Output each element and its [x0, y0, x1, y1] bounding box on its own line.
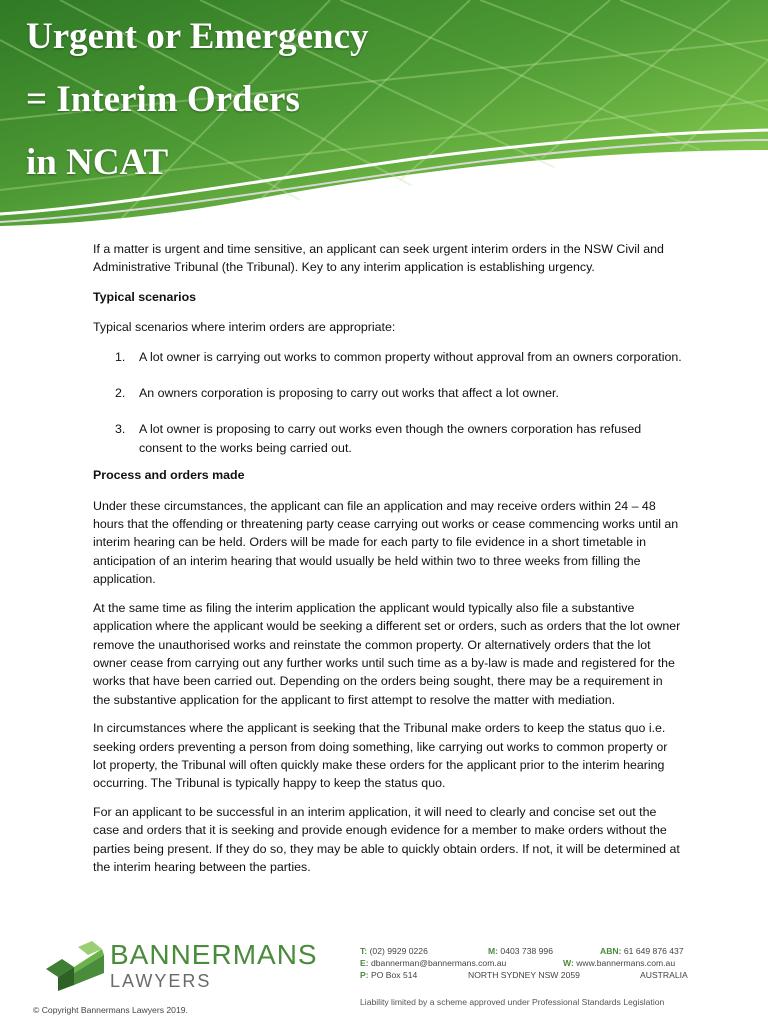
contact-phone — [360, 946, 428, 956]
header-banner — [0, 0, 768, 232]
list-text: A lot owner is carrying out works to common property without approval from an owners corporation. — [139, 349, 682, 364]
logo-name: BANNERMANS — [110, 939, 318, 970]
heading-process-orders: Process and orders made — [93, 468, 245, 483]
contact-email — [360, 958, 506, 968]
scenarios-intro: Typical scenarios where interim orders are appropriate: — [93, 320, 396, 335]
abn-value: 61 649 876 437 — [623, 946, 684, 956]
heading-typical-scenarios: Typical scenarios — [93, 289, 197, 304]
list-item — [93, 420, 683, 457]
body-paragraph: Under these circumstances, the applicant can file an application and may receive orders within 24 – 48 hours that the offending or threatening party cease carrying out works or cease commencing works until an interim hearing can be held. Orders will be made for each party to file evidence in a short timetable in anticipation of an interim hearing that would usually be held within two to three weeks from filling the application. — [93, 498, 679, 587]
title-line-2: = Interim Orders — [26, 79, 300, 120]
title-line-3: in NCAT — [26, 142, 169, 183]
list-item — [93, 384, 683, 402]
logo-subtitle: LAWYERS — [110, 971, 212, 991]
title-line-1: Urgent or Emergency — [26, 16, 369, 57]
list-number: 2. — [115, 386, 126, 401]
contact-web — [563, 958, 675, 968]
list-text: A lot owner is proposing to carry out works even though the owners corporation has refused consent to the works being carried out. — [139, 422, 642, 455]
list-item — [93, 348, 683, 366]
mobile-value[interactable]: 0403 738 996 — [500, 946, 553, 956]
footer — [0, 935, 768, 1024]
list-text: An owners corporation is proposing to carry out works that affect a lot owner. — [139, 386, 559, 401]
phone-value[interactable]: (02) 9929 0226 — [369, 946, 428, 956]
logo-check-icon — [44, 941, 106, 991]
mobile-label: M: — [488, 946, 499, 956]
po-label: P: — [360, 970, 369, 980]
document-body — [93, 240, 683, 886]
body-paragraph: For an applicant to be successful in an interim application, it will need to clearly and concise set out the case and orders that it is seeking and provide enough evidence for a member to make orders without the parties being present. If they do so, they may be able to quickly obtain orders. If not, it will be determined at the interim hearing between the parties. — [93, 804, 680, 874]
body-paragraph: At the same time as filing the interim application the applicant would typically also file a substantive application where the applicant would be seeking a different set or orders, such as orders that the lot owner remove the unauthorised works and reinstate the common property. Or alternatively orders that the lot owner cease from carrying out any further works until such time as a by-law is made and registered for the works that have been carried out. Depending on the orders being sought, there may be a requirement in the substantive application for the applicant to first attempt to resolve the matter with mediation. — [93, 600, 681, 707]
website-link[interactable]: www.bannermans.com.au — [576, 958, 676, 968]
po-value: PO Box 514 — [370, 970, 418, 980]
web-label: W: — [563, 958, 574, 968]
body-paragraph: In circumstances where the applicant is seeking that the Tribunal make orders to keep the status quo i.e. seeking orders preventing a person from doing something, like carrying out works to common property or lot property, the Tribunal will often quickly make these orders for the applicant prior to the interim hearing occurring. The Tribunal is typically happy to keep the status quo. — [93, 721, 668, 791]
contact-mobile — [488, 946, 553, 956]
list-number: 1. — [115, 349, 126, 364]
contact-city: NORTH SYDNEY NSW 2059 — [468, 970, 580, 980]
email-link[interactable]: dbannerman@bannermans.com.au — [370, 958, 507, 968]
contact-country: AUSTRALIA — [640, 970, 688, 980]
intro-paragraph: If a matter is urgent and time sensitive, an applicant can seek urgent interim orders in the NSW Civil and Administrative Tribunal (the Tribunal). Key to any interim application is establishing urgency. — [93, 242, 664, 275]
abn-label: ABN: — [600, 946, 622, 956]
contact-abn — [600, 946, 684, 956]
liability-note: Liability limited by a scheme approved under Professional Standards Legislation — [360, 997, 665, 1007]
scenario-list — [93, 348, 683, 458]
phone-label: T: — [360, 946, 368, 956]
contact-po — [360, 970, 417, 980]
list-number: 3. — [115, 422, 126, 437]
email-label: E: — [360, 958, 369, 968]
copyright-note: © Copyright Bannermans Lawyers 2019. — [33, 1005, 188, 1015]
